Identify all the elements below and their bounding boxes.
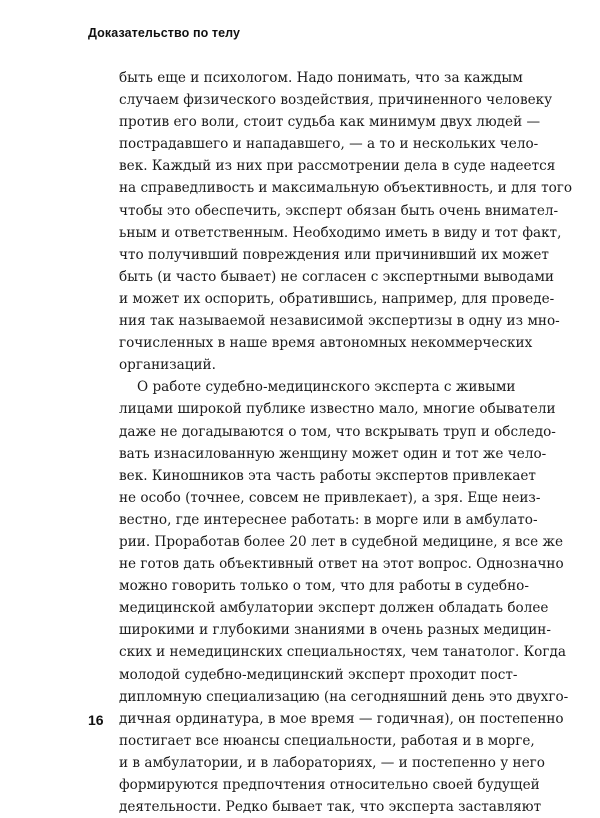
text-line: ния так называемой независимой экспертизы в одну из мно-	[119, 313, 560, 330]
text-line: гочисленных в наше время автономных некоммерческих	[119, 335, 533, 352]
text-line: формируются предпочтения относительно своей будущей	[119, 777, 540, 793]
text-line: пострадавшего и нападавшего, — а то и нескольких чело-	[119, 136, 539, 153]
text-line: О работе судебно-медицинского эксперта с живыми	[137, 379, 516, 396]
text-line: век. Каждый из них при рассмотрении дела в суде надеется	[119, 158, 556, 175]
text-line: деятельности. Редко бывает так, что эксперта заставляют	[119, 799, 542, 816]
text-line: медицинской амбулатории эксперт должен обладать более	[119, 600, 549, 617]
text-line: что получивший повреждения или причинивший их может	[119, 246, 549, 263]
text-line: случаем физического воздействия, причиненного человеку	[119, 92, 553, 109]
text-line: организаций.	[119, 357, 216, 374]
text-line: постигает все нюансы специальности, работая и в морге,	[119, 732, 535, 749]
text-line: широкими и глубокими знаниями в очень разных медицин-	[119, 622, 551, 639]
text-line: быть еще и психологом. Надо понимать, что за каждым	[119, 70, 523, 86]
text-line: молодой судебно-медицинский эксперт проходит пост-	[119, 666, 518, 683]
body-text	[119, 67, 573, 818]
text-line: быть (и часто бывает) не согласен с экспертными выводами	[119, 268, 554, 285]
text-line: не особо (точнее, совсем не привлекает), а зря. Еще неиз-	[119, 489, 541, 506]
text-line: и может их оспорить, обратившись, например, для проведе-	[119, 290, 555, 307]
paragraph	[119, 376, 569, 818]
page-number: 16	[88, 712, 104, 728]
text-line: против его воли, стоит судьба как минимум двух людей —	[119, 114, 541, 131]
text-line: ьным и ответственным. Необходимо иметь в виду и тот факт,	[119, 224, 562, 241]
text-line: рии. Проработав более 20 лет в судебной медицине, я все же	[119, 533, 564, 550]
text-line: вать изнасилованную женщину может один и тот же чело-	[119, 445, 547, 462]
running-head-title: Доказательство по телу	[88, 26, 241, 40]
text-line: дипломную специализацию (на сегодняшний день это двухго-	[119, 688, 569, 705]
text-line: можно говорить только о том, что для работы в судебно-	[119, 578, 529, 595]
text-line: и в амбулатории, и в лабораториях, — и постепенно у него	[119, 754, 545, 771]
text-line: дичная ординатура, в мое время — годичная), он постепенно	[119, 710, 564, 727]
text-line: век. Киношников эта часть работы экспертов привлекает	[119, 467, 536, 484]
text-line: не готов дать объективный ответ на этот вопрос. Однозначно	[119, 556, 564, 573]
text-line: чтобы это обеспечить, эксперт обязан быть очень внимател-	[119, 202, 559, 219]
text-line: вестно, где интереснее работать: в морге или в амбулато-	[119, 511, 538, 528]
text-line: лицами широкой публике известно мало, многие обыватели	[119, 401, 556, 418]
text-line: ских и немедицинских специальностях, чем танатолог. Когда	[119, 644, 566, 661]
text-line: даже не догадываются о том, что вскрывать труп и обследо-	[119, 423, 556, 440]
text-line: на справедливость и максимальную объективность, и для того	[119, 180, 573, 197]
paragraph	[119, 67, 573, 376]
